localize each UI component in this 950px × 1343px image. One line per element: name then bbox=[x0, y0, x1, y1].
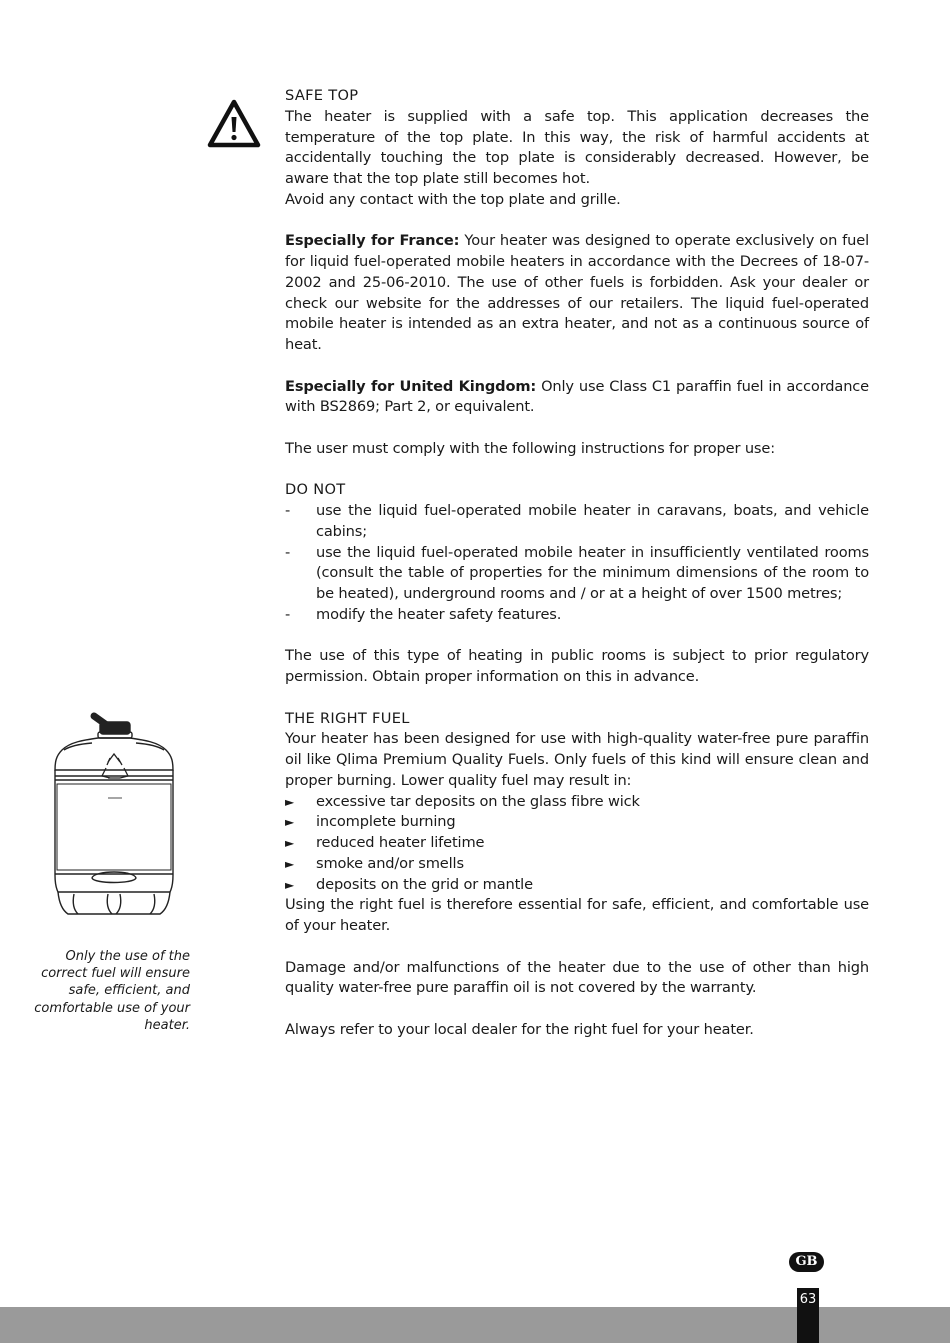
fuel-result-text: reduced heater lifetime bbox=[316, 834, 485, 851]
fuel-result-item bbox=[285, 854, 869, 875]
right-fuel-heading: THE RIGHT FUEL bbox=[285, 709, 410, 727]
arrow-marker-icon: ► bbox=[285, 836, 295, 850]
page-number: 63 bbox=[799, 1292, 817, 1307]
do-not-item bbox=[285, 501, 869, 543]
fuel-result-item bbox=[285, 833, 869, 854]
fuel-canister-illustration bbox=[50, 710, 178, 918]
fuel-result-text: excessive tar deposits on the glass fibre wick bbox=[316, 792, 640, 810]
do-not-item bbox=[285, 543, 869, 605]
uk-paragraph bbox=[285, 377, 869, 419]
language-badge: GB bbox=[789, 1252, 824, 1272]
safe-top-paragraph: The heater is supplied with a safe top. This application decreases the temperature of the top plate. In this way, the risk of harmful accidents at accidentally touching the top plate is considerably decreased. However, be aware that the top plate still becomes hot. bbox=[285, 107, 869, 187]
safe-top-avoid-paragraph: Avoid any contact with the top plate and grille. bbox=[285, 190, 621, 208]
main-text-column bbox=[285, 86, 869, 1041]
fuel-result-text: incomplete burning bbox=[316, 813, 456, 831]
do-not-item-text: use the liquid fuel-operated mobile heater in caravans, boats, and vehicle cabins; bbox=[316, 502, 869, 540]
warning-triangle-icon bbox=[207, 99, 261, 149]
right-fuel-conclusion: Using the right fuel is therefore essential for safe, efficient, and comfortable use of your heater. bbox=[285, 896, 869, 934]
fuel-results-list bbox=[285, 792, 869, 896]
canister-caption: Only the use of the correct fuel will ensure safe, efficient, and comfortable use of your heater. bbox=[34, 949, 190, 1033]
france-label: Especially for France: bbox=[285, 232, 460, 250]
fuel-result-text: deposits on the grid or mantle bbox=[316, 875, 533, 893]
do-not-list bbox=[285, 501, 869, 626]
arrow-marker-icon: ► bbox=[285, 815, 295, 830]
do-not-heading: DO NOT bbox=[285, 481, 346, 499]
right-fuel-intro: Your heater has been designed for use with high-quality water-free pure paraffin oil like Qlima Premium Quality Fuels. Only fuels of this kind will ensure clean and proper burning. Lower quality fuel may result in: bbox=[285, 730, 869, 789]
dash-marker: - bbox=[285, 605, 291, 623]
warranty-paragraph: Damage and/or malfunctions of the heater due to the use of other than high quality water-free pure paraffin oil is not covered by the warranty. bbox=[285, 958, 869, 997]
do-not-item bbox=[285, 605, 869, 626]
fuel-result-item bbox=[285, 792, 869, 813]
uk-text: Only use Class C1 paraffin fuel in accordance with BS2869; Part 2, or equivalent. bbox=[285, 377, 870, 416]
france-text: Your heater was designed to operate exclusively on fuel for liquid fuel-operated mobile heaters in accordance with the Decrees of 18-07-2002 and 25-06-2010. The use of other fuels is forbidden. Ask your dealer or check our website for the addresses of our retailers. The liquid fuel-operated mobile heater is intended as an extra heater, and not as a continuous source of heat. bbox=[285, 232, 869, 353]
dash-marker: - bbox=[285, 543, 291, 561]
arrow-marker-icon: ► bbox=[285, 856, 295, 871]
instructions-intro: The user must comply with the following instructions for proper use: bbox=[285, 439, 775, 457]
uk-label: Especially for United Kingdom: bbox=[285, 377, 537, 395]
fuel-result-item bbox=[285, 875, 869, 896]
do-not-item-text: modify the heater safety features. bbox=[316, 605, 562, 623]
dealer-paragraph: Always refer to your local dealer for the right fuel for your heater. bbox=[285, 1020, 754, 1038]
public-rooms-paragraph: The use of this type of heating in public rooms is subject to prior regulatory permission. Obtain proper information on this in advance. bbox=[285, 647, 869, 685]
france-paragraph bbox=[285, 231, 869, 356]
safe-top-heading: SAFE TOP bbox=[285, 87, 359, 104]
dash-marker: - bbox=[285, 502, 291, 519]
arrow-marker-icon: ► bbox=[285, 877, 295, 892]
do-not-item-text: use the liquid fuel-operated mobile heater in insufficiently ventilated rooms (consult the table of properties for the minimum dimensions of the room to be heated), underground rooms and / or at a height of over 1500 metres; bbox=[316, 543, 869, 602]
arrow-marker-icon: ► bbox=[285, 794, 295, 809]
fuel-result-item bbox=[285, 812, 869, 833]
fuel-result-text: smoke and/or smells bbox=[316, 854, 464, 872]
